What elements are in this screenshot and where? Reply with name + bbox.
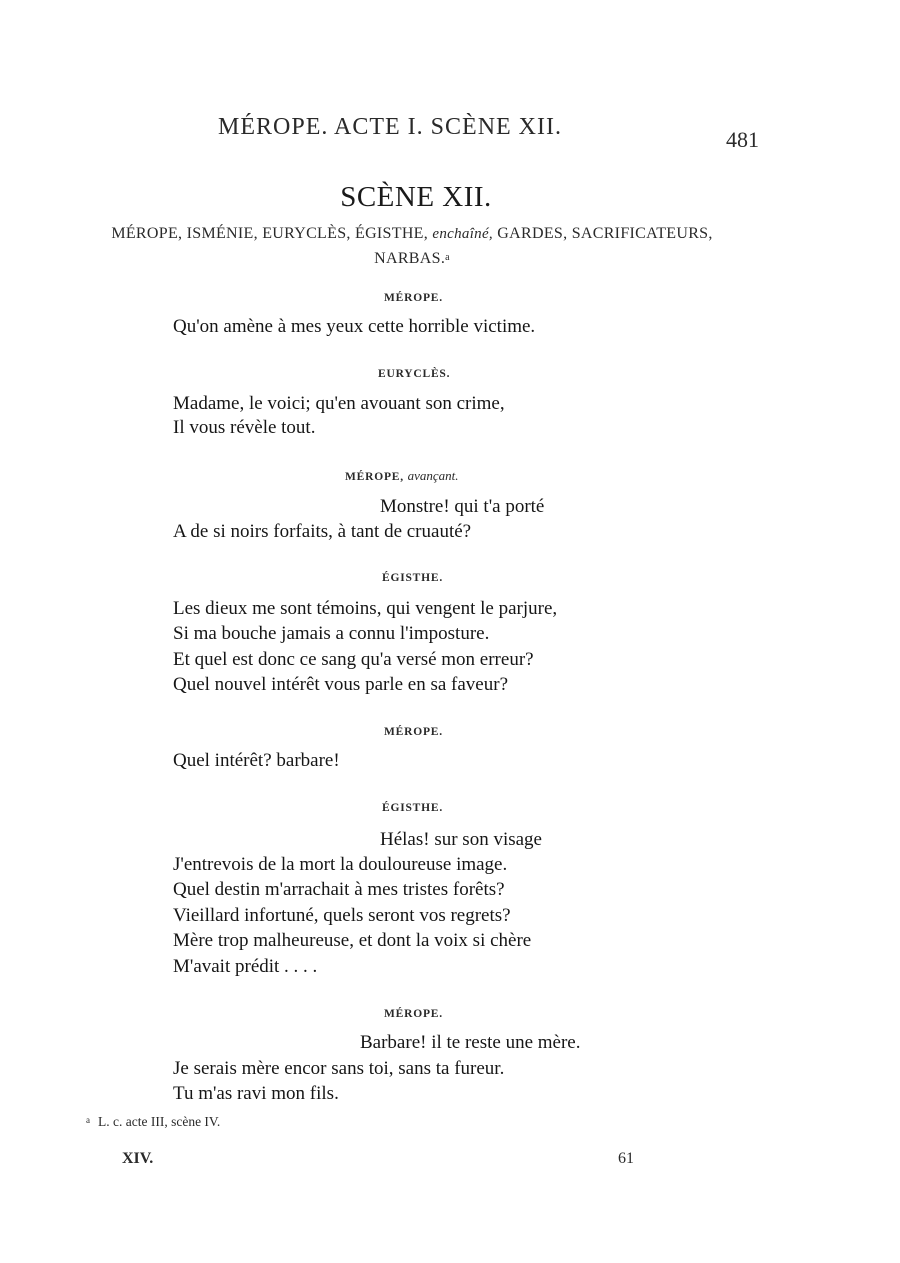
speaker-label: ÉGISTHE. — [382, 572, 444, 584]
verse-line: Quel intérêt? barbare! — [173, 750, 340, 771]
verse-line: Madame, le voici; qu'en avouant son crime, — [173, 393, 505, 414]
stage-direction: avançant. — [407, 468, 459, 483]
scene-title: SCÈNE XII. — [340, 181, 492, 213]
verse-line: Hélas! sur son visage — [380, 829, 542, 850]
cast-names-rest: GARDES, SACRIFICATEURS, — [497, 225, 713, 242]
speaker-label: EURYCLÈS. — [378, 368, 451, 380]
verse-line: Barbare! il te reste une mère. — [360, 1032, 581, 1053]
page-number: 481 — [726, 127, 759, 152]
verse-line: Mère trop malheureuse, et dont la voix si chère — [173, 930, 532, 951]
footnote-mark: a — [86, 1115, 90, 1125]
verse-line: Quel nouvel intérêt vous parle en sa faveur? — [173, 674, 509, 695]
signature-mark: XIV. — [122, 1150, 154, 1167]
cast-names-second-line: NARBAS. — [374, 250, 446, 267]
verse-line: Si ma bouche jamais a connu l'imposture. — [173, 623, 490, 644]
verse-line: Monstre! qui t'a porté — [380, 496, 545, 517]
verse-line: Et quel est donc ce sang qu'a versé mon erreur? — [173, 649, 534, 670]
cast-names: MÉROPE, ISMÉNIE, EURYCLÈS, ÉGISTHE, — [111, 225, 429, 242]
cast-list — [62, 222, 762, 270]
verse-line: M'avait prédit . . . . — [173, 956, 318, 977]
verse-line: Il vous révèle tout. — [173, 417, 316, 438]
footnote-reference: a — [445, 252, 450, 263]
verse-line: Tu m'as ravi mon fils. — [173, 1083, 339, 1104]
footnote-text: L. c. acte III, scène IV. — [98, 1114, 221, 1129]
verse-line: Vieillard infortuné, quels seront vos regrets? — [173, 905, 511, 926]
verse-line: J'entrevois de la mort la douloureuse image. — [173, 854, 508, 875]
footnote — [86, 1114, 220, 1130]
verse-line: Quel destin m'arrachait à mes tristes forêts? — [173, 879, 505, 900]
speaker-name: MÉROPE, — [345, 471, 404, 483]
speaker-label: MÉROPE. — [384, 292, 443, 304]
signature-number: 61 — [618, 1150, 634, 1167]
verse-line: Je serais mère encor sans toi, sans ta fureur. — [173, 1058, 505, 1079]
speaker-label: MÉROPE. — [384, 1008, 443, 1020]
speaker-label: ÉGISTHE. — [382, 802, 444, 814]
speaker-label: MÉROPE. — [384, 726, 443, 738]
verse-line: A de si noirs forfaits, à tant de cruauté? — [173, 521, 472, 542]
running-head: MÉROPE. ACTE I. SCÈNE XII. — [218, 114, 562, 140]
cast-stage-direction: enchaîné, — [432, 226, 493, 242]
verse-line: Qu'on amène à mes yeux cette horrible victime. — [173, 316, 536, 337]
verse-line: Les dieux me sont témoins, qui vengent le parjure, — [173, 598, 558, 619]
speaker-label — [345, 468, 459, 484]
